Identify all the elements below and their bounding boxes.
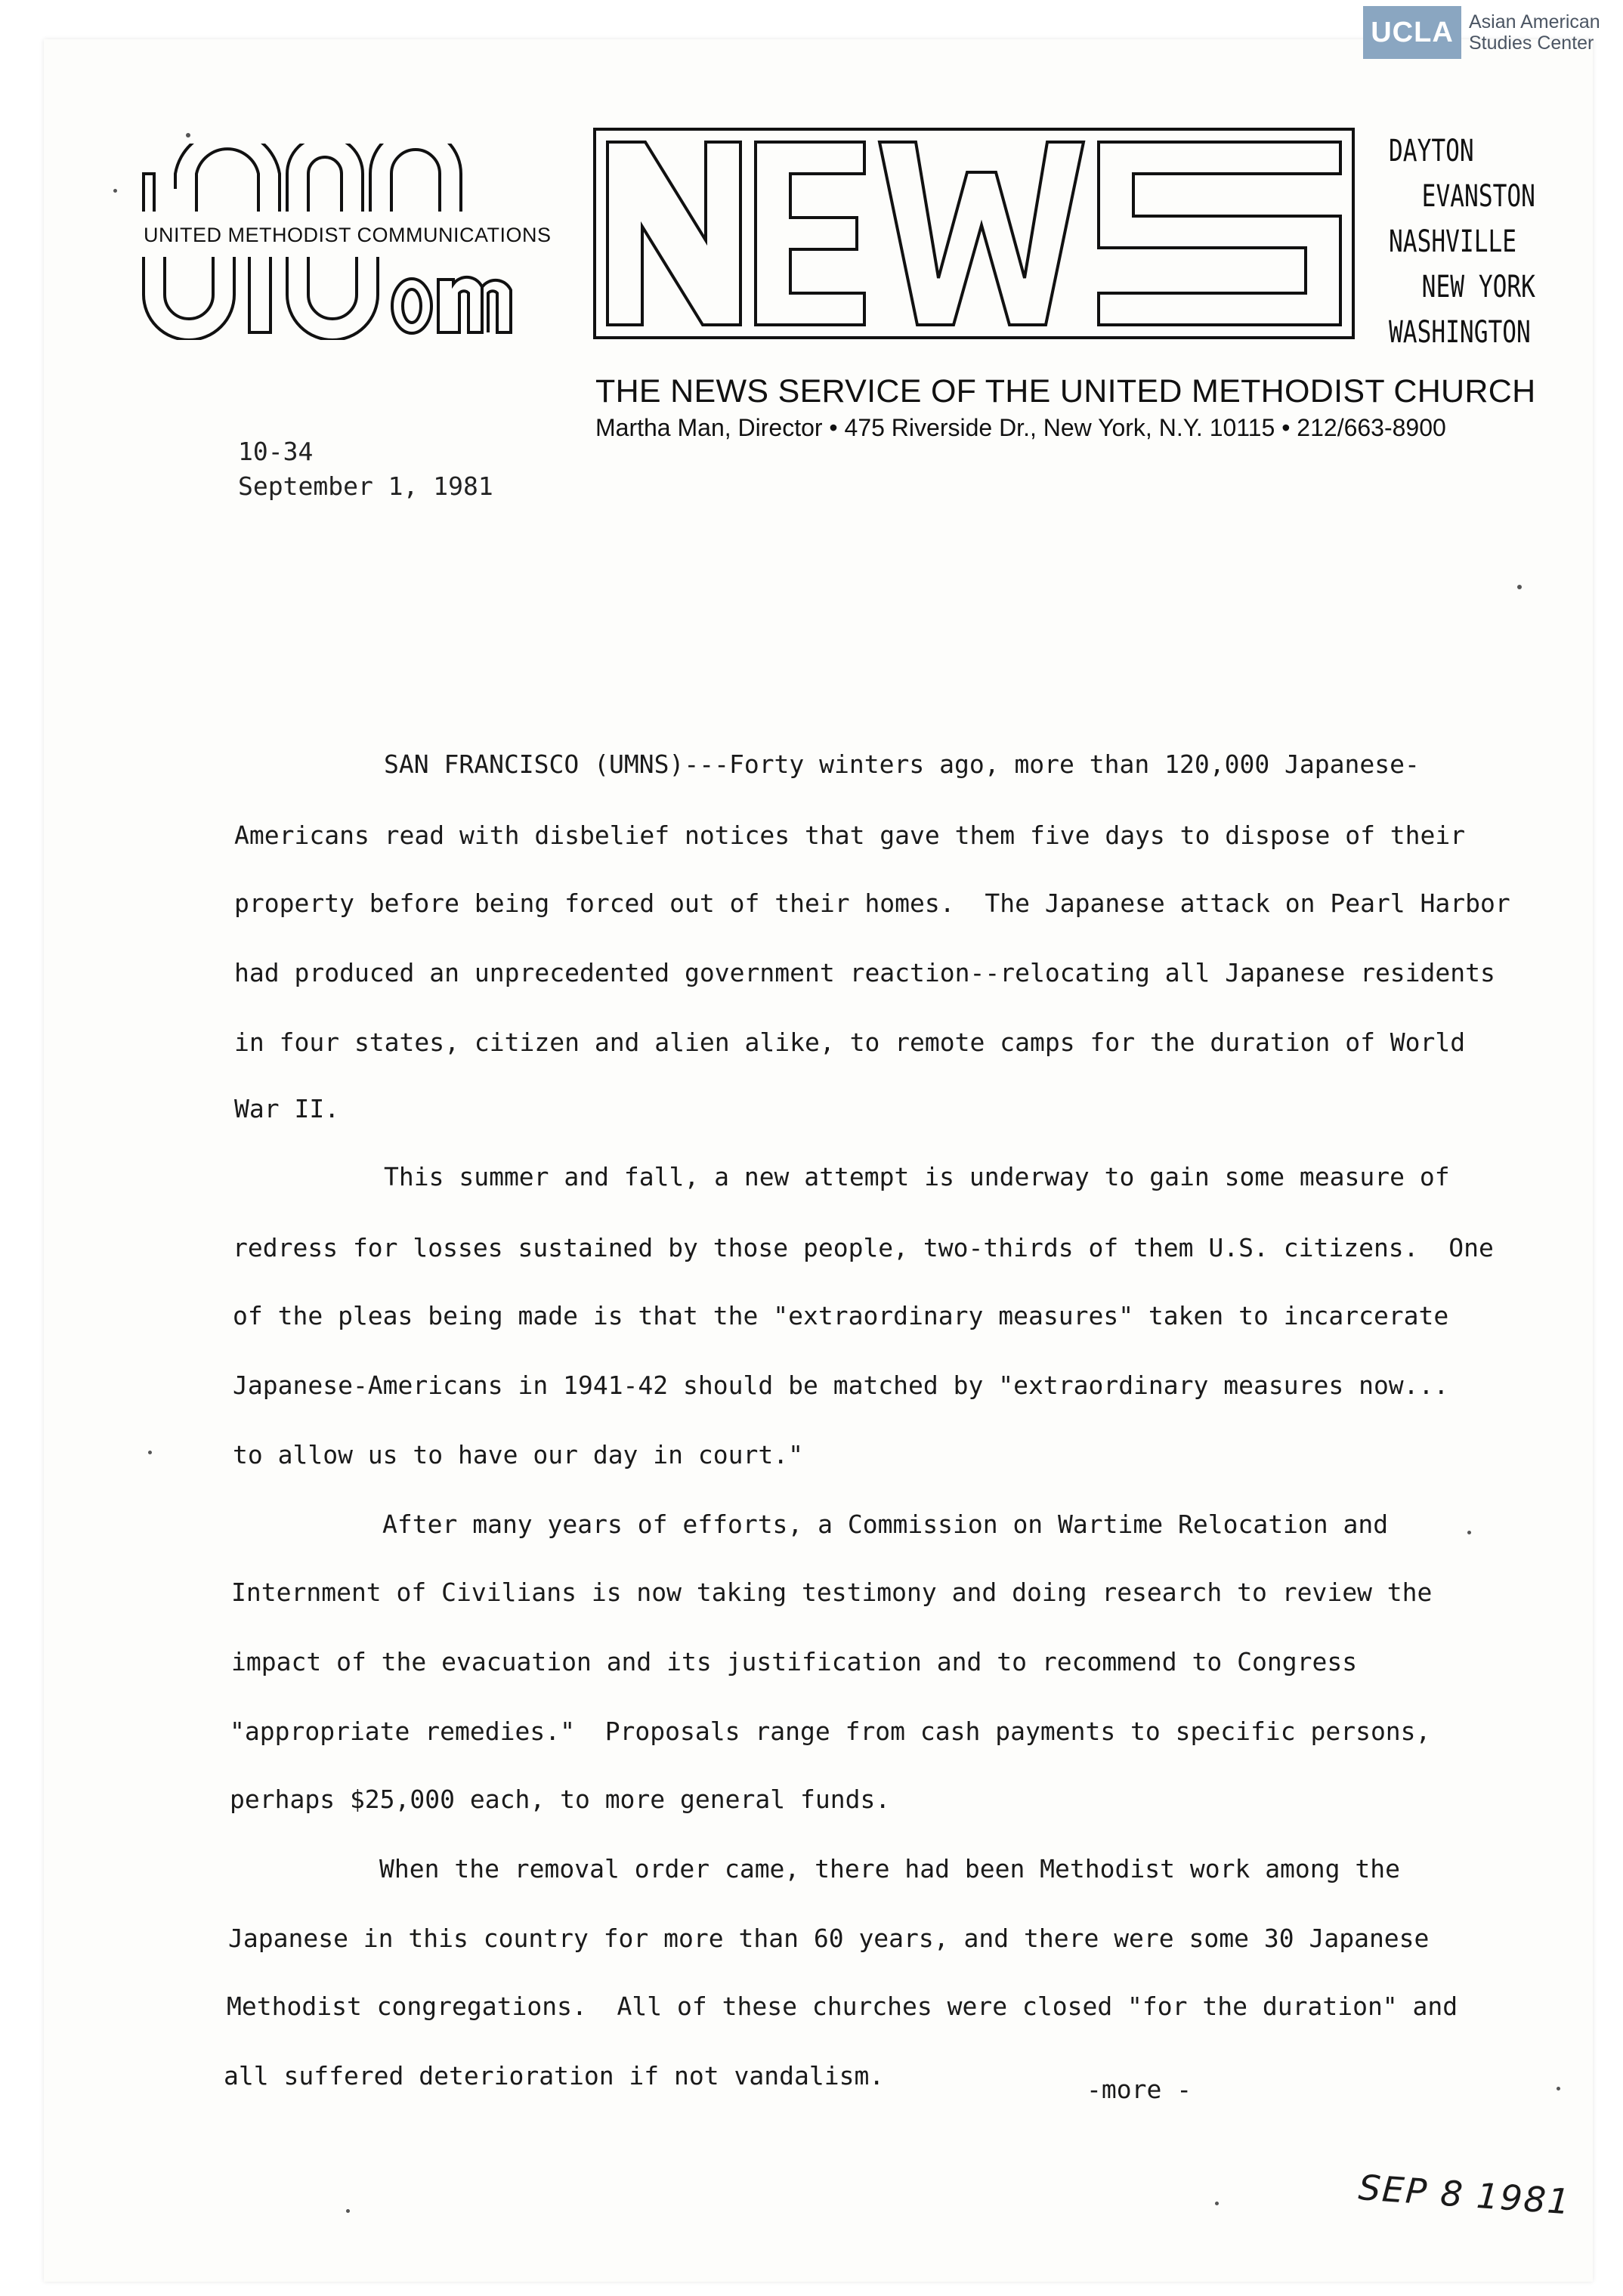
body-line: to allow us to have our day in court." bbox=[233, 1440, 803, 1469]
body-line: redress for losses sustained by those people, two-thirds of them U.S. citizens. One bbox=[233, 1233, 1494, 1262]
body-line: Japanese in this country for more than 60 years, and there were some 30 Japanese bbox=[228, 1924, 1430, 1953]
body-line: After many years of efforts, a Commission on Wartime Relocation and bbox=[382, 1510, 1389, 1539]
scan-speck bbox=[1467, 1531, 1471, 1534]
body-line: Americans read with disbelief notices that gave them five days to dispose of their bbox=[234, 820, 1466, 850]
body-line: property before being forced out of their homes. The Japanese attack on Pearl Harbor bbox=[234, 888, 1510, 918]
news-logo bbox=[592, 127, 1356, 340]
release-number: 10-34 bbox=[238, 437, 314, 466]
archive-badge bbox=[1363, 6, 1600, 59]
city-item: DAYTON bbox=[1389, 134, 1474, 168]
scan-speck bbox=[1215, 2202, 1219, 2205]
body-line: in four states, citizen and alien alike, to remote camps for the duration of World bbox=[234, 1027, 1466, 1057]
scan-speck bbox=[1557, 2087, 1560, 2091]
body-line: Japanese-Americans in 1941-42 should be matched by "extraordinary measures now... bbox=[233, 1370, 1449, 1400]
scan-speck bbox=[1517, 585, 1522, 589]
body-line: of the pleas being made is that the "extraordinary measures" taken to incarcerate bbox=[233, 1301, 1449, 1330]
archive-center-line1: Asian American bbox=[1469, 11, 1600, 32]
scan-speck bbox=[186, 133, 190, 138]
body-line: had produced an unprecedented government reaction--relocating all Japanese residents bbox=[234, 958, 1495, 987]
city-item: EVANSTON bbox=[1421, 179, 1535, 214]
body-line: SAN FRANCISCO (UMNS)---Forty winters ago, more than 120,000 Japanese- bbox=[384, 749, 1420, 779]
service-address: Martha Man, Director • 475 Riverside Dr., New York, N.Y. 10115 • 212/663-8900 bbox=[595, 414, 1446, 441]
city-list bbox=[1389, 128, 1536, 355]
body-line: Methodist congregations. All of these churches were closed "for the duration" and bbox=[227, 1992, 1458, 2021]
release-date: September 1, 1981 bbox=[238, 471, 493, 501]
body-line: impact of the evacuation and its justification and to recommend to Congress bbox=[231, 1647, 1358, 1676]
city-item: NEW YORK bbox=[1421, 270, 1535, 304]
body-line: "appropriate remedies." Proposals range from cash payments to specific persons, bbox=[230, 1717, 1431, 1746]
city-item: NASHVILLE bbox=[1389, 224, 1517, 259]
scan-speck bbox=[148, 1451, 152, 1454]
body-line: perhaps $25,000 each, to more general funds. bbox=[230, 1785, 891, 1814]
archive-center-line2: Studies Center bbox=[1469, 32, 1594, 54]
received-date-stamp: SEP 8 1981 bbox=[1357, 2167, 1572, 2223]
body-line: War II. bbox=[234, 1094, 340, 1123]
scan-speck bbox=[113, 189, 117, 193]
body-line: This summer and fall, a new attempt is underway to gain some measure of bbox=[384, 1162, 1450, 1191]
body-line: Internment of Civilians is now taking testimony and doing research to review the bbox=[231, 1578, 1433, 1607]
service-title: THE NEWS SERVICE OF THE UNITED METHODIST CHURCH bbox=[595, 373, 1536, 409]
archive-center-name bbox=[1469, 11, 1600, 54]
body-line: When the removal order came, there had been Methodist work among the bbox=[379, 1854, 1401, 1883]
body-line: all suffered deterioration if not vandalism. bbox=[224, 2061, 885, 2091]
scan-speck bbox=[346, 2209, 350, 2213]
ucla-logo: UCLA bbox=[1363, 6, 1461, 59]
org-caption: UNITED METHODIST COMMUNICATIONS bbox=[144, 224, 552, 246]
city-item: WASHINGTON bbox=[1389, 315, 1531, 350]
continuation-marker: -more - bbox=[1087, 2075, 1192, 2104]
